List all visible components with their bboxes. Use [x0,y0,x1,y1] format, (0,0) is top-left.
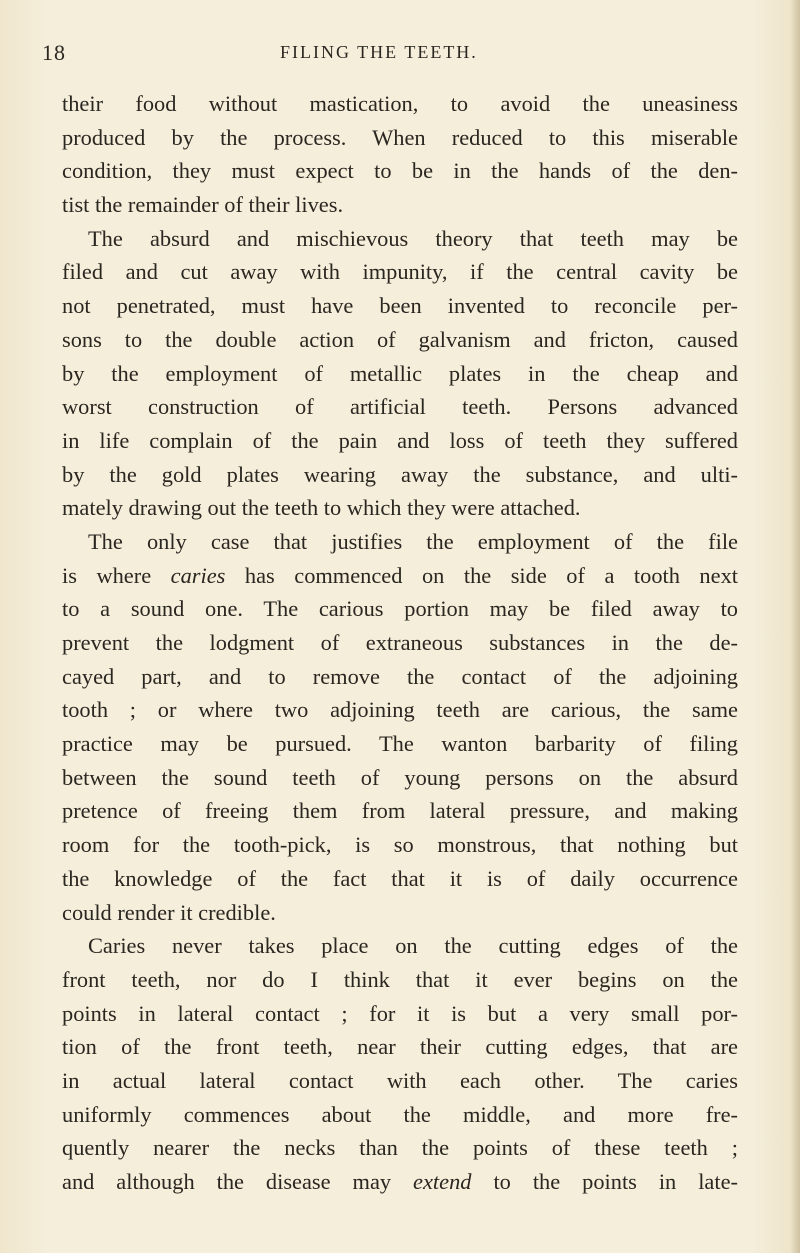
text-line: room for the tooth-pick, is so monstrous, that nothing but [62,832,738,858]
text-line: tion of the front teeth, near their cutting edges, that are [62,1034,738,1060]
text-line: front teeth, nor do I think that it ever begins on the [62,966,738,992]
text-line: by the employment of metallic plates in the cheap and [62,360,738,386]
text-line: by the gold plates wearing away the substance, and ulti- [62,461,738,487]
text-line: practice may be pursued. The wanton barbarity of filing [62,731,738,757]
italic-word: caries [170,562,226,588]
text-line: condition, they must expect to be in the hands of the den- [62,158,738,184]
text-line: Caries never takes place on the cutting edges of the [88,933,738,959]
page-edge-shadow [790,0,800,1253]
text-line: not penetrated, must have been invented to reconcile per- [62,293,738,319]
italic-word: extend [413,1169,472,1194]
text-line: tooth ; or where two adjoining teeth are carious, the same [62,697,738,723]
text-line [62,1165,738,1199]
text-line: produced by the process. When reduced to this miserable [62,124,738,150]
text-line: cayed part, and to remove the contact of the adjoining [62,663,738,689]
text-line [62,559,738,593]
text-line: to a sound one. The carious portion may be filed away to [62,596,738,622]
text-span: and although the disease may [62,1169,414,1194]
text-line: uniformly commences about the middle, and more fre- [62,1101,738,1127]
text-line: The absurd and mischievous theory that teeth may be [88,225,738,251]
text-line: The only case that justifies the employment of the file [88,528,738,554]
running-head: FILING THE TEETH. [280,42,478,62]
text-line: their food without mastication, to avoid the uneasiness [62,91,738,116]
page-header [42,40,742,76]
text-line: filed and cut away with impunity, if the central cavity be [62,259,738,285]
text-span: has commenced on the side of a tooth next [225,562,738,588]
text-span: is where [62,562,171,588]
text-span: to the points in late- [471,1169,738,1194]
text-line: mately drawing out the teeth to which they were attached. [62,495,581,521]
text-line: in actual lateral contact with each other. The caries [62,1067,738,1093]
text-line: in life complain of the pain and loss of teeth they suffered [62,427,738,453]
text-line: quently nearer the necks than the points of these teeth ; [62,1135,738,1161]
text-line: prevent the lodgment of extraneous substances in the de- [62,630,738,655]
text-line: pretence of freeing them from lateral pressure, and making [62,798,738,824]
text-line: the knowledge of the fact that it is of daily occurrence [62,865,738,891]
text-line: points in lateral contact ; for it is but a very small por- [62,1000,738,1026]
text-line: could render it credible. [62,899,276,925]
text-line: tist the remainder of their lives. [62,192,344,218]
body-text [62,87,738,1199]
page-number: 18 [42,40,66,65]
text-line: sons to the double action of galvanism and fricton, caused [62,326,738,352]
text-line: worst construction of artificial teeth. Persons advanced [62,394,738,420]
text-line: between the sound teeth of young persons on the absurd [62,764,738,790]
